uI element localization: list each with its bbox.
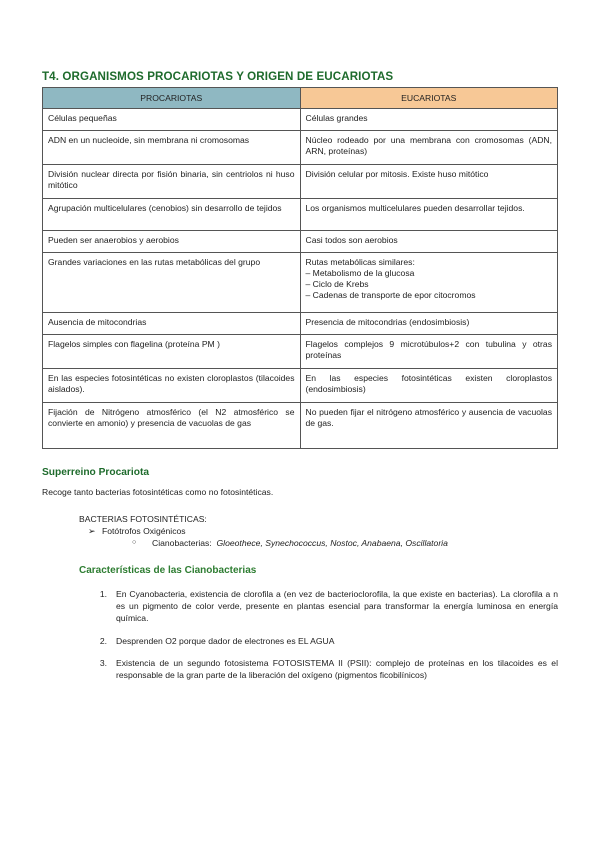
table-cell: En las especies fotosintéticas existen cloroplastos (endosimbiosis) bbox=[300, 369, 558, 403]
table-cell: Pueden ser anaerobios y aerobios bbox=[43, 231, 301, 253]
item-text: Desprenden O2 porque dador de electrones es EL AGUA bbox=[116, 635, 335, 646]
table-row bbox=[43, 199, 558, 231]
features-list bbox=[42, 588, 558, 681]
table-cell: No pueden fijar el nitrógeno atmosférico y ausencia de vacuolas de gas. bbox=[300, 403, 558, 449]
section-title: Superreino Procariota bbox=[42, 467, 149, 478]
table-cell: Ausencia de mitocondrias bbox=[43, 313, 301, 335]
table-cell: Presencia de mitocondrias (endosimbiosis) bbox=[300, 313, 558, 335]
table-cell: División nuclear directa por fisión binaria, sin centriolos ni huso mitótico bbox=[43, 165, 301, 199]
item-text: Existencia de un segundo fotosistema FOTOSISTEMA II (PSII): complejo de proteínas en los tilacoides es el responsable de la gran parte de la liberación del oxígeno (pigmentos ficobilínicos) bbox=[116, 657, 558, 681]
table-row bbox=[43, 165, 558, 199]
table-row bbox=[43, 369, 558, 403]
table-cell: Células pequeñas bbox=[43, 109, 301, 131]
table-row bbox=[43, 403, 558, 449]
comparison-table bbox=[42, 87, 558, 449]
table-row bbox=[43, 313, 558, 335]
item-number: 3. bbox=[99, 657, 107, 668]
table-cell: Grandes variaciones en las rutas metabólicas del grupo bbox=[43, 253, 301, 313]
table-cell: Casi todos son aerobios bbox=[300, 231, 558, 253]
table-cell bbox=[300, 253, 558, 313]
list-item: – Metabolismo de la glucosa bbox=[305, 268, 415, 278]
outline-level2 bbox=[132, 537, 558, 549]
bacteria-outline bbox=[79, 513, 558, 549]
table-row bbox=[43, 131, 558, 165]
outline-level1 bbox=[88, 525, 558, 537]
list-item: – Cadenas de transporte de epor citocromos bbox=[305, 290, 476, 300]
table-cell: Los organismos multicelulares pueden desarrollar tejidos. bbox=[300, 199, 558, 231]
table-row bbox=[43, 231, 558, 253]
section-intro: Recoge tanto bacterias fotosintéticas como no fotosintéticas. bbox=[42, 487, 274, 497]
routes-list bbox=[306, 268, 553, 301]
circle-bullet-icon: ○ bbox=[132, 539, 137, 546]
page-title: T4. ORGANISMOS PROCARIOTAS Y ORIGEN DE EUCARIOTAS bbox=[42, 70, 394, 83]
table-cell: Células grandes bbox=[300, 109, 558, 131]
item-number: 1. bbox=[99, 589, 107, 599]
list-item: – Ciclo de Krebs bbox=[305, 279, 369, 289]
table-cell: Agrupación multicelulares (cenobios) sin desarrollo de tejidos bbox=[43, 199, 301, 231]
table-row bbox=[43, 253, 558, 313]
table-cell: División celular por mitosis. Existe huso mitótico bbox=[300, 165, 558, 199]
table-cell: Núcleo rodeado por una membrana con cromosomas (ADN, ARN, proteínas) bbox=[300, 131, 558, 165]
header-eucariotas: EUCARIOTAS bbox=[300, 88, 558, 109]
header-procariotas: PROCARIOTAS bbox=[43, 88, 301, 109]
table-row bbox=[43, 109, 558, 131]
table-row bbox=[43, 335, 558, 369]
document-page bbox=[42, 70, 558, 691]
arrow-bullet-icon: ➢ bbox=[88, 526, 96, 536]
table-cell: En las especies fotosintéticas no existen cloroplastos (tilacoides aislados). bbox=[43, 369, 301, 403]
table-cell: Flagelos complejos 9 microtúbulos+2 con tubulina y otras proteínas bbox=[300, 335, 558, 369]
list-item bbox=[42, 657, 558, 681]
table-cell: ADN en un nucleoide, sin membrana ni cromosomas bbox=[43, 131, 301, 165]
table-cell: Flagelos simples con flagelina (proteína PM ) bbox=[43, 335, 301, 369]
subsection-title: Características de las Cianobacterias bbox=[79, 565, 257, 576]
routes-heading: Rutas metabólicas similares: bbox=[305, 257, 415, 267]
item-number: 2. bbox=[99, 635, 107, 646]
level2-label: Cianobacterias: bbox=[152, 538, 212, 548]
table-cell: Fijación de Nitrógeno atmosférico (el N2 atmosférico se convierte en amonio) y presencia de vacuolas de gas bbox=[43, 403, 301, 449]
level1-label: Fotótrofos Oxigénicos bbox=[102, 526, 186, 536]
list-item bbox=[42, 588, 558, 625]
table-header-row bbox=[43, 88, 558, 109]
list-item bbox=[42, 635, 558, 647]
species-list: Gloeothece, Synechococcus, Nostoc, Anabaena, Oscillatoria bbox=[216, 538, 448, 548]
bacteria-heading: BACTERIAS FOTOSINTÉTICAS: bbox=[79, 514, 207, 524]
item-text: En Cyanobacteria, existencia de clorofila a (en vez de bacterioclorofila, la que existe en bacterias). La clorofila a n es un pigmento de color verde, presente en plantas esencial para transformar la energía luminosa en energía química. bbox=[116, 589, 558, 624]
